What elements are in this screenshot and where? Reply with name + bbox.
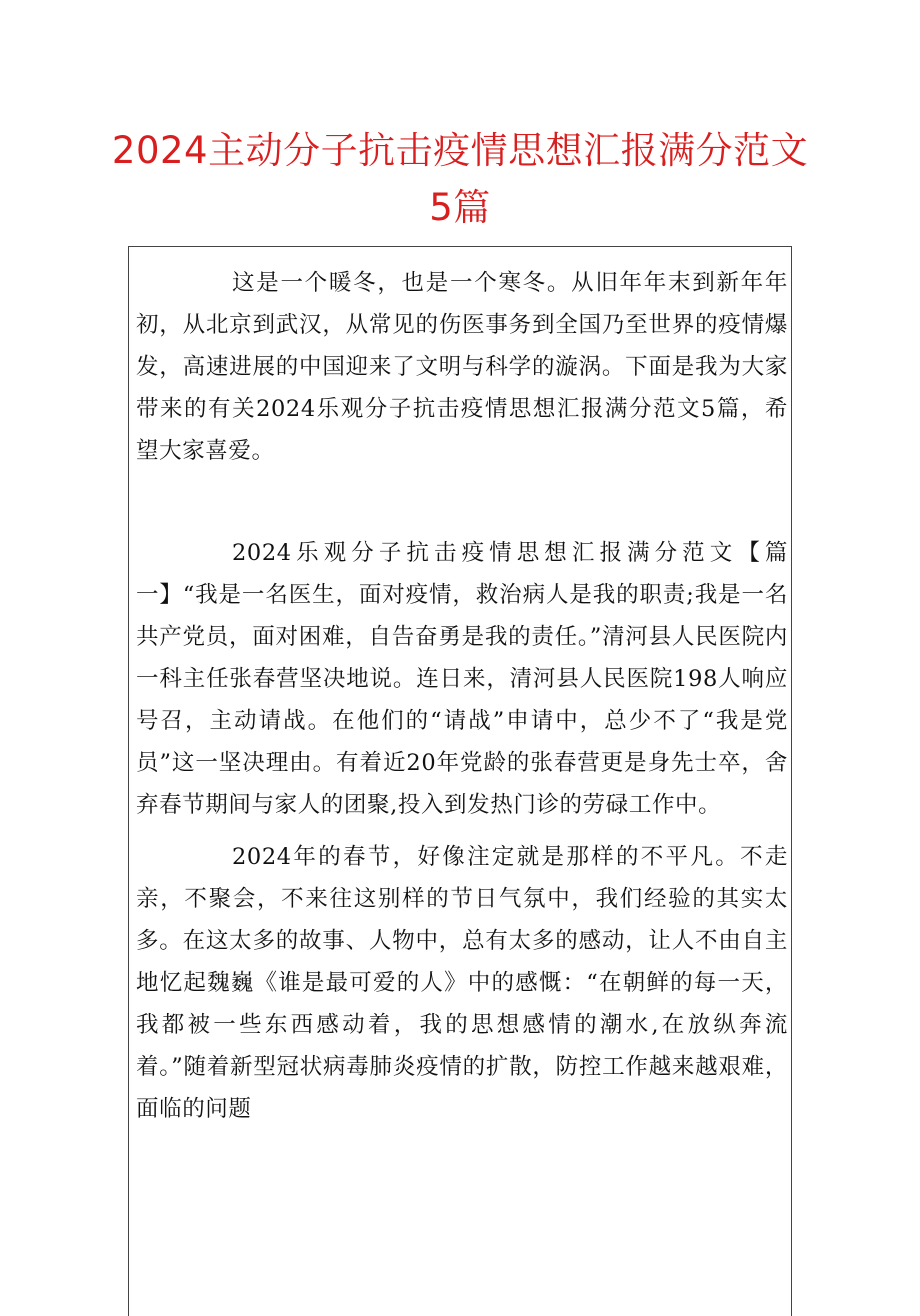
paragraph-spacer [136, 472, 788, 514]
paragraph-spring-festival: 2024年的春节，好像注定就是那样的不平凡。不走亲，不聚会，不来往这别样的节日气氛中，我们经验的其实太多。在这太多的故事、人物中，总有太多的感动，让人不由自主地忆起魏巍《谁是最可爱的人》中的感慨：“在朝鲜的每一天，我都被一些东西感动着，我的思想感情的潮水,在放纵奔流着。”随着新型冠状病毒肺炎疫情的扩散，防控工作越来越艰难，面临的问题 [136, 844, 788, 1122]
document-body [136, 262, 788, 1130]
paragraph-intro: 这是一个暖冬，也是一个寒冬。从旧年年末到新年年初，从北京到武汉，从常见的伤医事务到全国乃至世界的疫情爆发，高速进展的中国迎来了文明与科学的漩涡。下面是我为大家带来的有关2024乐观分子抗击疫情思想汇报满分范文5篇，希望大家喜爱。 [136, 270, 788, 464]
paragraph-part-one: 2024乐观分子抗击疫情思想汇报满分范文【篇一】“我是一名医生，面对疫情，救治病人是我的职责;我是一名共产党员，面对困难，自告奋勇是我的责任。”清河县人民医院内一科主任张春营坚决地说。连日来，清河县人民医院198人响应号召，主动请战。在他们的“请战”申请中，总少不了“我是党员”这一坚决理由。有着近20年党龄的张春营更是身先士卒，舍弃春节期间与家人的团聚,投入到发热门诊的劳碌工作中。 [136, 540, 788, 818]
document-title: 2024主动分子抗击疫情思想汇报满分范文5篇 [111, 129, 809, 229]
